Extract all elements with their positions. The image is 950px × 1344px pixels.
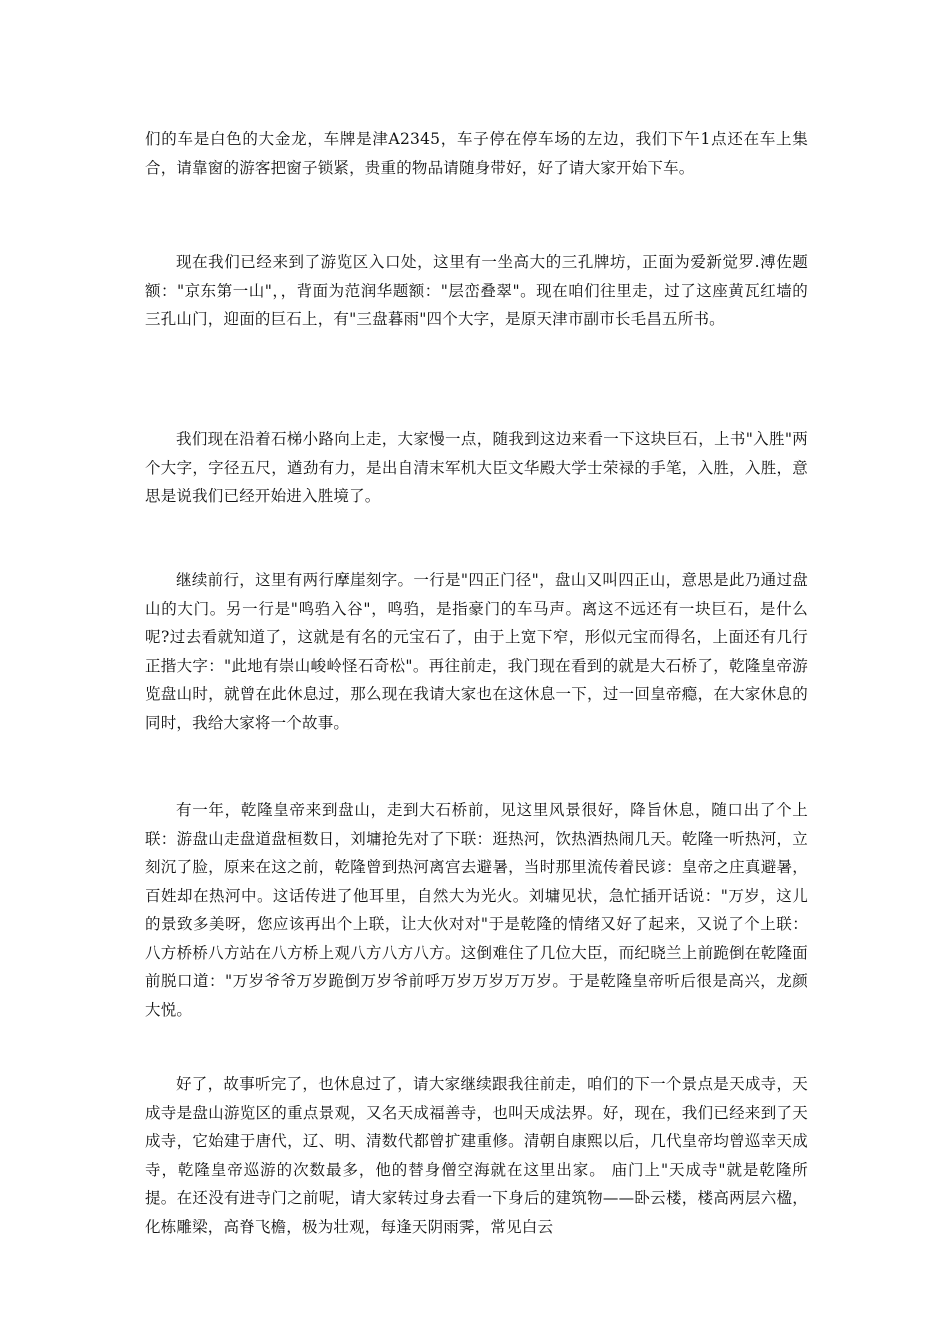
paragraph-5: 有一年，乾隆皇帝来到盘山，走到大石桥前，见这里风景很好，降旨休息，随口出了个上联：游盘山走盘道盘桓数日，刘墉抢先对了下联：逛热河，饮热酒热闹几天。乾隆一听热河，立刻沉了脸，原来在这之前，乾隆曾到热河离宫去避暑，当时那里流传着民谚：皇帝之庄真避暑，百姓却在热河中。这话传进了他耳里，自然大为光火。刘墉见状，急忙插开话说："万岁，这儿的景致多美呀，您应该再出个上联，让大伙对对"于是乾隆的情绪又好了起来，又说了个上联：八方桥桥八方站在八方桥上观八方八方八方。这倒难住了几位大臣，而纪晓兰上前跪倒在乾隆面前脱口道："万岁爷爷万岁跪倒万岁爷前呼万岁万岁万万岁。于是乾隆皇帝听后很是高兴，龙颜大悦。 xyxy=(145,801,808,1019)
paragraph-1: 们的车是白色的大金龙，车牌是津A2345，车子停在停车场的左边，我们下午1点还在车上集合，请靠窗的游客把窗子锁紧，贵重的物品请随身带好，好了请大家开始下车。 xyxy=(145,130,808,177)
paragraph-3: 我们现在沿着石梯小路向上走，大家慢一点，随我到这边来看一下这块巨石，上书"入胜"两个大字，字径五尺，遒劲有力，是出自清末军机大臣文华殿大学士荣禄的手笔，入胜，入胜，意思是说我们已经开始进入胜境了。 xyxy=(145,430,808,505)
paragraph-2: 现在我们已经来到了游览区入口处，这里有一坐高大的三孔牌坊，正面为爱新觉罗.溥佐题额："京东第一山"，，背面为范润华题额："层峦叠翠"。现在咱们往里走，过了这座黄瓦红墙的三孔山门，迎面的巨石上，有"三盘暮雨"四个大字，是原天津市副市长毛昌五所书。 xyxy=(145,253,808,328)
paragraph-4: 继续前行，这里有两行摩崖刻字。一行是"四正门径"，盘山又叫四正山，意思是此乃通过盘山的大门。另一行是"鸣驺入谷"，鸣驺，是指豪门的车马声。离这不远还有一块巨石，是什么呢?过去看就知道了，这就是有名的元宝石了，由于上宽下窄，形似元宝而得名，上面还有几行正揩大字："此地有崇山峻岭怪石奇松"。再往前走，我门现在看到的就是大石桥了，乾隆皇帝游览盘山时，就曾在此休息过，那么现在我请大家也在这休息一下，过一回皇帝瘾，在大家休息的同时，我给大家将一个故事。 xyxy=(145,571,808,732)
paragraph-6: 好了，故事听完了，也休息过了，请大家继续跟我往前走，咱们的下一个景点是天成寺，天成寺是盘山游览区的重点景观，又名天成福善寺，也叫天成法界。好，现在，我们已经来到了天成寺，它始建于唐代，辽、明、清数代都曾扩建重修。清朝自康熙以后，几代皇帝均曾巡幸天成寺，乾隆皇帝巡游的次数最多，他的替身僧空海就在这里出家。 庙门上"天成寺"就是乾隆所提。在还没有进寺门之前呢，请大家转过身去看一下身后的建筑物——卧云楼，楼高两层六楹，化栋雕梁，高脊飞檐，极为壮观，每逢天阴雨霁，常见白云 xyxy=(145,1075,808,1236)
